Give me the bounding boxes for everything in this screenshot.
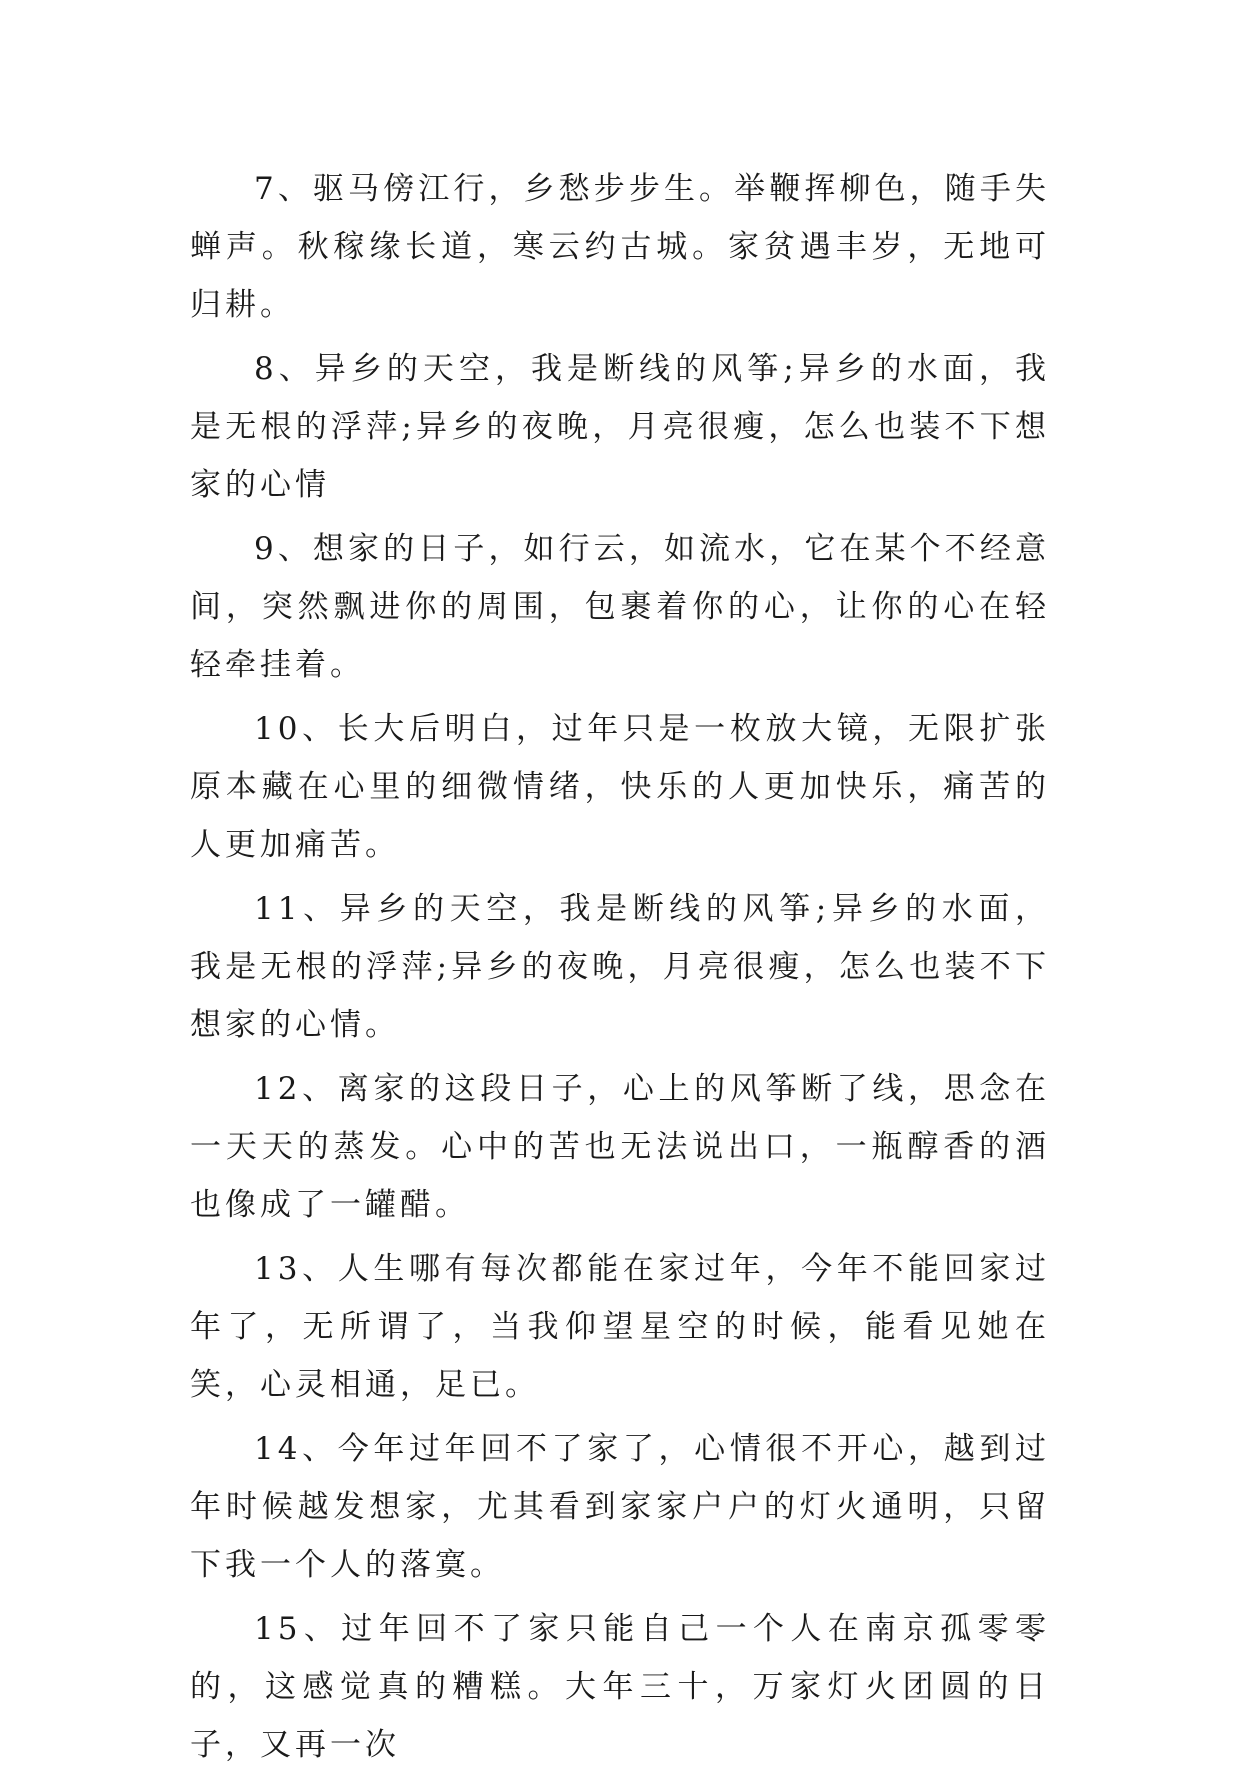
paragraph-7: 7、驱马傍江行，乡愁步步生。举鞭挥柳色，随手失蝉声。秋稼缘长道，寒云约古城。家贫遇丰岁，无地可归耕。 bbox=[190, 171, 1050, 323]
paragraph-12: 12、离家的这段日子，心上的风筝断了线，思念在一天天的蒸发。心中的苦也无法说出口，一瓶醇香的酒也像成了一罐醋。 bbox=[190, 1071, 1050, 1223]
paragraph-15: 15、过年回不了家只能自己一个人在南京孤零零的，这感觉真的糟糕。大年三十，万家灯火团圆的日子，又再一次 bbox=[190, 1611, 1050, 1763]
paragraph-11: 11、异乡的天空，我是断线的风筝;异乡的水面，我是无根的浮萍;异乡的夜晚，月亮很瘦，怎么也装不下想家的心情。 bbox=[190, 891, 1050, 1043]
paragraph-9: 9、想家的日子，如行云，如流水，它在某个不经意间，突然飘进你的周围，包裹着你的心，让你的心在轻轻牵挂着。 bbox=[190, 531, 1050, 683]
paragraph-10: 10、长大后明白，过年只是一枚放大镜，无限扩张原本藏在心里的细微情绪，快乐的人更加快乐，痛苦的人更加痛苦。 bbox=[190, 711, 1050, 863]
paragraph-14: 14、今年过年回不了家了，心情很不开心，越到过年时候越发想家，尤其看到家家户户的灯火通明，只留下我一个人的落寞。 bbox=[190, 1431, 1050, 1583]
paragraph-13: 13、人生哪有每次都能在家过年，今年不能回家过年了，无所谓了，当我仰望星空的时候，能看见她在笑，心灵相通，足已。 bbox=[190, 1251, 1050, 1403]
paragraph-8: 8、异乡的天空，我是断线的风筝;异乡的水面，我是无根的浮萍;异乡的夜晚，月亮很瘦，怎么也装不下想家的心情 bbox=[190, 351, 1050, 503]
document-body bbox=[190, 160, 1050, 1780]
